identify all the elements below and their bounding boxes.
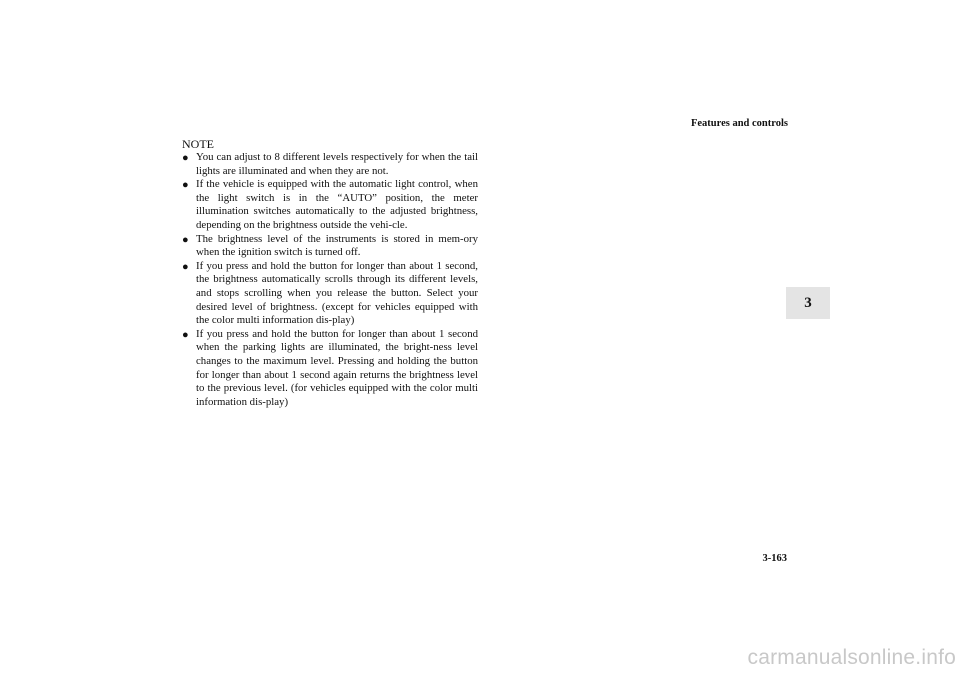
note-item <box>182 328 478 410</box>
note-item <box>182 178 478 232</box>
page-number: 3-163 <box>762 553 787 564</box>
bullet-icon: ● <box>182 233 189 246</box>
note-item-text: You can adjust to 8 different levels respectively for when the tail lights are illuminated and when they are not. <box>196 151 478 177</box>
chapter-number: 3 <box>804 294 812 311</box>
note-item <box>182 233 478 260</box>
note-item-text: If you press and hold the button for longer than about 1 second, the brightness automatically scrolls through its different levels, and stops scrolling when you release the button. Select your desired level of brightness. (except for vehicles equipped with the color multi information dis-play) <box>196 259 478 327</box>
bullet-icon: ● <box>182 328 189 341</box>
chapter-tab <box>786 287 830 319</box>
bullet-icon: ● <box>182 260 189 273</box>
bullet-icon: ● <box>182 152 189 164</box>
note-heading: NOTE <box>182 137 214 151</box>
note-item <box>182 151 478 178</box>
bullet-icon: ● <box>182 179 189 192</box>
note-list <box>182 151 478 409</box>
note-section <box>182 137 478 409</box>
note-item-text: If the vehicle is equipped with the automatic light control, when the light switch is in the “AUTO” position, the meter illumination switches automatically to the adjusted brightness, depending on the brightness outside the vehi-cle. <box>196 178 478 231</box>
note-item-text: If you press and hold the button for longer than about 1 second when the parking lights are illuminated, the bright-ness level changes to the maximum level. Pressing and holding the button for longer than about 1 second again returns the brightness level to the previous level. (for vehicles equipped with the color multi information dis-play) <box>196 327 478 408</box>
note-item-text: The brightness level of the instruments is stored in mem-ory when the ignition switch is turned off. <box>196 232 478 259</box>
watermark: carmanualsonline.info <box>747 646 956 669</box>
section-header: Features and controls <box>690 118 788 129</box>
note-item <box>182 260 478 328</box>
